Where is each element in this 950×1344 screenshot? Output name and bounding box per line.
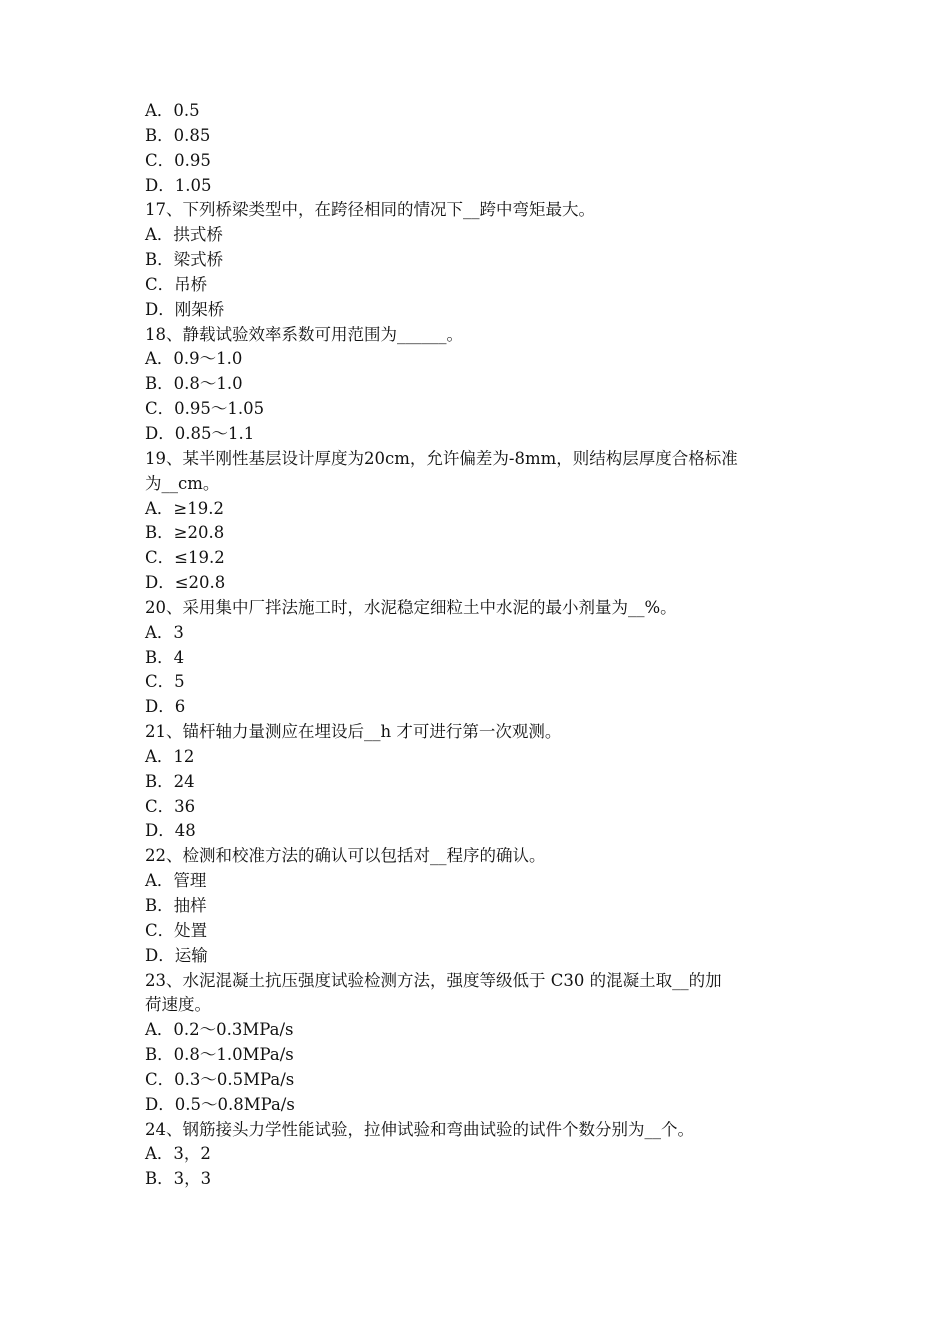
option-line: A．3 bbox=[145, 622, 184, 642]
option-line: C．0.95 bbox=[145, 150, 211, 170]
option-line: B．0.8～1.0MPa/s bbox=[145, 1045, 294, 1065]
option-line: D．0.5～0.8MPa/s bbox=[145, 1094, 295, 1114]
question-17: 17、下列桥梁类型中，在跨径相同的情况下__跨中弯矩最大。 bbox=[145, 200, 595, 220]
option-line: B．4 bbox=[145, 647, 185, 667]
option-line: B．0.8～1.0 bbox=[145, 374, 243, 394]
option-line: C．≤19.2 bbox=[145, 548, 225, 568]
option-line: D．6 bbox=[145, 697, 186, 717]
question-23-continued: 荷速度。 bbox=[145, 995, 211, 1015]
option-line: A．0.2～0.3MPa/s bbox=[145, 1020, 294, 1040]
option-line: B．抽样 bbox=[145, 896, 207, 915]
question-20: 20、采用集中厂拌法施工时，水泥稳定细粒土中水泥的最小剂量为__%。 bbox=[145, 597, 677, 617]
option-line: A．0.9～1.0 bbox=[145, 349, 243, 369]
question-18: 18、静载试验效率系数可用范围为______。 bbox=[145, 324, 463, 344]
question-24: 24、钢筋接头力学性能试验，拉伸试验和弯曲试验的试件个数分别为__个。 bbox=[145, 1119, 694, 1139]
question-21: 21、锚杆轴力量测应在埋设后__h 才可进行第一次观测。 bbox=[145, 722, 562, 742]
option-line: D．48 bbox=[145, 821, 196, 841]
option-line: A．管理 bbox=[145, 871, 207, 891]
document-page bbox=[145, 99, 815, 1192]
option-line: C．0.3～0.5MPa/s bbox=[145, 1069, 295, 1089]
option-line: D．刚架桥 bbox=[145, 299, 225, 319]
option-line: B．≥20.8 bbox=[145, 523, 225, 543]
option-line: A．12 bbox=[145, 746, 195, 766]
option-line: C．5 bbox=[145, 672, 185, 692]
option-line: B．梁式桥 bbox=[145, 250, 224, 270]
option-line: C．吊桥 bbox=[145, 274, 208, 294]
option-line: D．运输 bbox=[145, 945, 208, 965]
question-19: 19、某半刚性基层设计厚度为20cm，允许偏差为-8mm，则结构层厚度合格标准 bbox=[145, 448, 738, 468]
option-line: B．0.85 bbox=[145, 125, 211, 145]
option-line: A．0.5 bbox=[145, 101, 200, 120]
option-line: C．0.95～1.05 bbox=[145, 399, 265, 419]
option-line: C．36 bbox=[145, 796, 196, 816]
option-line: D．1.05 bbox=[145, 175, 212, 195]
question-22: 22、检测和校准方法的确认可以包括对__程序的确认。 bbox=[145, 846, 546, 866]
question-23: 23、水泥混凝土抗压强度试验检测方法，强度等级低于 C30 的混凝土取__的加 bbox=[145, 970, 722, 990]
option-line: D．0.85～1.1 bbox=[145, 423, 255, 443]
option-line: B．3，3 bbox=[145, 1169, 212, 1189]
question-19-continued: 为__cm。 bbox=[145, 473, 220, 493]
option-line: A．3，2 bbox=[145, 1144, 211, 1164]
option-line: A．拱式桥 bbox=[145, 225, 223, 245]
option-line: B．24 bbox=[145, 771, 195, 791]
option-line: A．≥19.2 bbox=[145, 498, 224, 518]
option-line: C．处置 bbox=[145, 920, 208, 940]
option-line: D．≤20.8 bbox=[145, 573, 226, 593]
